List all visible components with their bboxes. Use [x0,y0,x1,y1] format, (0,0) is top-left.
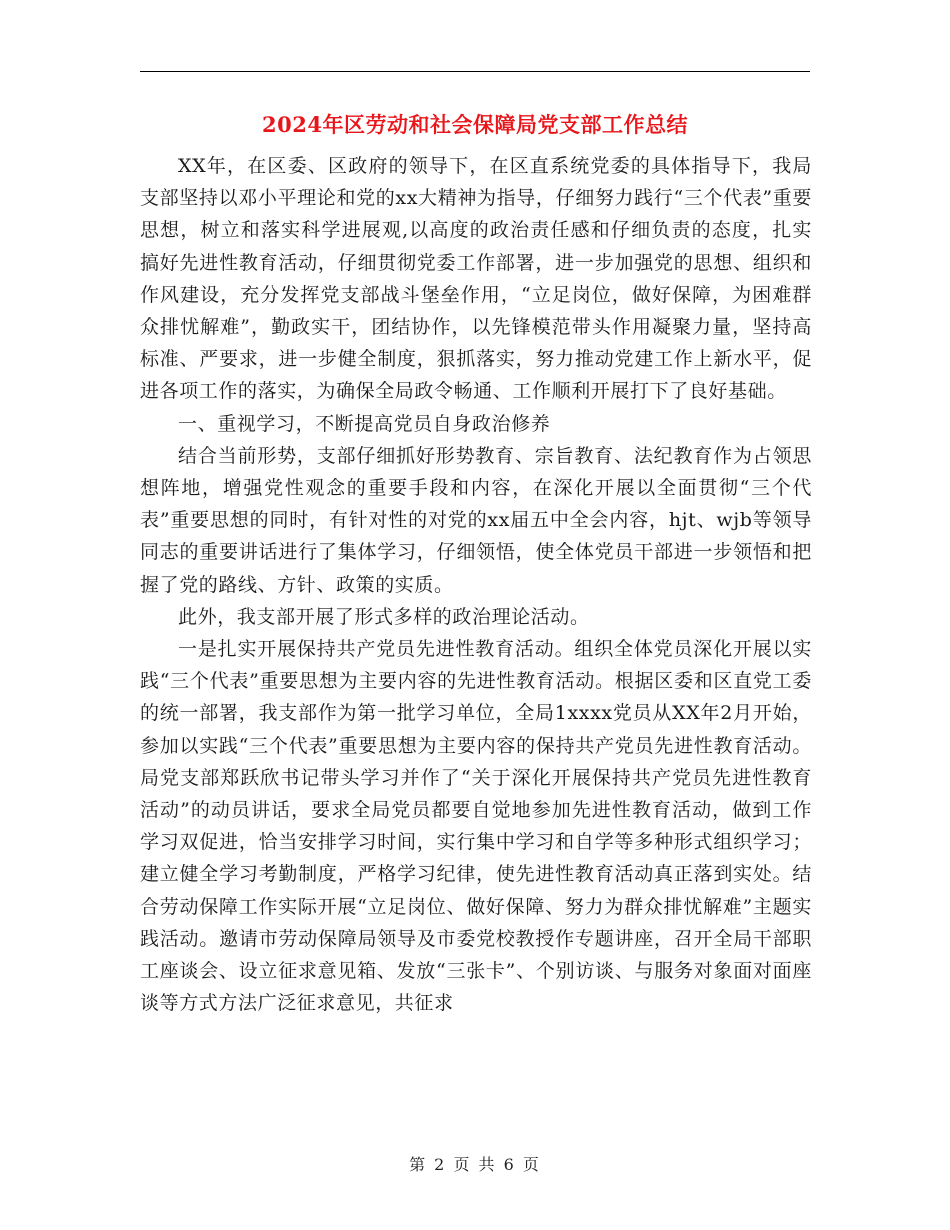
page-number-footer: 第 2 页 共 6 页 [409,1155,541,1174]
paragraph-study: 结合当前形势，支部仔细抓好形势教育、宗旨教育、法纪教育作为占领思想阵地，增强党性观念的重要手段和内容，在深化开展以全面贯彻“三个代表”重要思想的同时，有针对性的对党的xx届五中全会内容，hjt、wjb等领导同志的重要讲话进行了集体学习，仔细领悟，使全体党员干部进一步领悟和把握了党的路线、方针、政策的实质。 [140,444,812,596]
document-body [140,150,812,1019]
paragraph-education-campaign: 一是扎实开展保持共产党员先进性教育活动。组织全体党员深化开展以实践“三个代表”重要思想为主要内容的先进性教育活动。根据区委和区直党工委的统一部署，我支部作为第一批学习单位，全局1xxxx党员从XX年2月开始，参加以实践“三个代表”重要思想为主要内容的保持共产党员先进性教育活动。局党支部郑跃欣书记带头学习并作了“关于深化开展保持共产党员先进性教育活动”的动员讲话，要求全局党员都要自觉地参加先进性教育活动，做到工作学习双促进，恰当安排学习时间，实行集中学习和自学等多种形式组织学习；建立健全学习考勤制度，严格学习纪律，使先进性教育活动真正落到实处。结合劳动保障工作实际开展“立足岗位、做好保障、努力为群众排忧解难”主题实践活动。邀请市劳动保障局领导及市委党校教授作专题讲座，召开全局干部职工座谈会、设立征求意见箱、发放“三张卡”、个别访谈、与服务对象面对面座谈等方式方法广泛征求意见，共征求 [140,638,812,1015]
paragraph-activities: 此外，我支部开展了形式多样的政治理论活动。 [178,605,590,628]
document-title: 2024年区劳动和社会保障局党支部工作总结 [262,112,688,137]
header-rule [140,71,810,72]
paragraph-intro: XX年，在区委、区政府的领导下，在区直系统党委的具体指导下，我局支部坚持以邓小平理论和党的xx大精神为指导，仔细努力践行“三个代表”重要思想，树立和落实科学进展观,以高度的政治责任感和仔细负责的态度，扎实搞好先进性教育活动，仔细贯彻党委工作部署，进一步加强党的思想、组织和作风建设，充分发挥党支部战斗堡垒作用，“立足岗位，做好保障，为困难群众排忧解难”，勤政实干，团结协作，以先锋模范带头作用凝聚力量，坚持高标准、严要求，进一步健全制度，狠抓落实，努力推动党建工作上新水平，促进各项工作的落实，为确保全局政令畅通、工作顺利开展打下了良好基础。 [140,155,812,403]
section-heading-study: 一、重视学习，不断提高党员自身政治修养 [178,412,551,435]
